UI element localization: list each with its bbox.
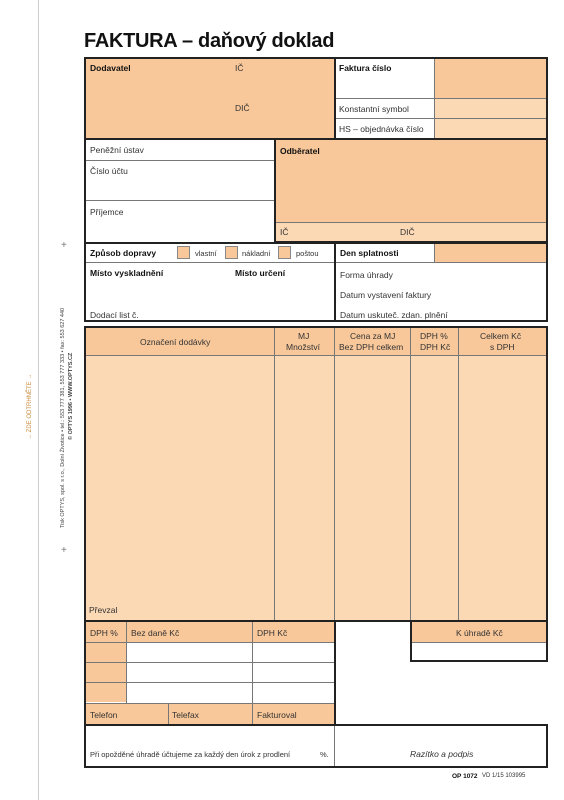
invoiced-by-label: Fakturoval (257, 710, 297, 720)
delivery-note-label: Dodací list č. (90, 310, 139, 320)
due-date-label: Den splatnosti (340, 248, 399, 258)
col-total-1: Celkem Kč (480, 331, 522, 341)
col-price-2: Bez DPH celkem (339, 342, 404, 352)
vat-frame (84, 620, 336, 726)
fax-label: Telefax (172, 710, 199, 720)
vat-col-amount: DPH Kč (257, 628, 288, 638)
cut-here-label: → ZDE ODTRHNĚTE → (27, 373, 33, 440)
vat-col-base: Bez daně Kč (131, 628, 180, 638)
late-payment-note: Při opožděné úhradě účtujeme za každý den úrok z prodlení (90, 750, 291, 759)
supplier-dic-label: DIČ (235, 103, 250, 113)
carryover-label: Převzal (89, 605, 118, 615)
plus-mark-top: + (61, 240, 67, 251)
recipient-label: Příjemce (90, 207, 124, 217)
transport-option-own: vlastní (195, 249, 217, 258)
footer-frame (84, 724, 548, 768)
transport-option-freight: nákladní (242, 249, 271, 258)
col-mj-2: Množství (286, 342, 321, 352)
transport-option-post: poštou (296, 249, 319, 258)
phone-label: Telefon (90, 710, 118, 720)
destination-label: Místo určení (235, 268, 286, 278)
transport-label: Způsob dopravy (90, 248, 157, 258)
order-number-label: HS – objednávka číslo (339, 124, 424, 134)
issue-date-label: Datum vystavení faktury (340, 290, 432, 300)
printer-info: Tisk OPTYS, spol. s r.o., Dolní Životice • tel.: 553 777 381, 553 777 333 • fax: 553 627 440 (60, 307, 66, 528)
customer-dic-label: DIČ (400, 227, 415, 237)
customer-ic-label: IČ (280, 227, 289, 237)
storage-place-label: Místo vyskladnění (90, 268, 164, 278)
col-vat-1: DPH % (420, 331, 448, 341)
to-pay-label: K úhradě Kč (456, 628, 503, 638)
plus-mark-bottom: + (61, 545, 67, 556)
checkbox-freight[interactable] (225, 246, 238, 259)
perforation-line (38, 0, 39, 800)
late-payment-percent: %. (320, 750, 329, 759)
stamp-signature-label: Razítko a podpis (410, 749, 474, 759)
items-frame (84, 326, 548, 622)
bank-institution-label: Peněžní ústav (90, 145, 144, 155)
to-pay-frame (410, 620, 548, 662)
supplier-ic-label: IČ (235, 63, 244, 73)
checkbox-own[interactable] (177, 246, 190, 259)
constant-symbol-label: Konstantní symbol (339, 104, 409, 114)
payment-form-label: Forma úhrady (340, 270, 393, 280)
form-code: OP 1072 (452, 773, 478, 780)
col-vat-2: DPH Kč (420, 342, 451, 352)
copyright-info: © OPTYS 1996 • WWW.OPTYS.CZ (68, 352, 74, 440)
col-total-2: s DPH (490, 342, 515, 352)
form-version: VD 1/15 103995 (482, 773, 526, 779)
page-title: FAKTURA – daňový doklad (84, 30, 335, 52)
invoice-number-label: Faktura číslo (339, 63, 392, 73)
checkbox-post[interactable] (278, 246, 291, 259)
vat-col-rate: DPH % (90, 628, 118, 638)
col-description: Označení dodávky (140, 337, 211, 347)
supplier-label: Dodavatel (90, 63, 131, 73)
taxable-date-label: Datum uskuteč. zdan. plnění (340, 310, 448, 320)
customer-label: Odběratel (280, 146, 320, 156)
col-mj-1: MJ (298, 331, 310, 341)
col-price-1: Cena za MJ (350, 331, 396, 341)
account-number-label: Číslo účtu (90, 166, 128, 176)
